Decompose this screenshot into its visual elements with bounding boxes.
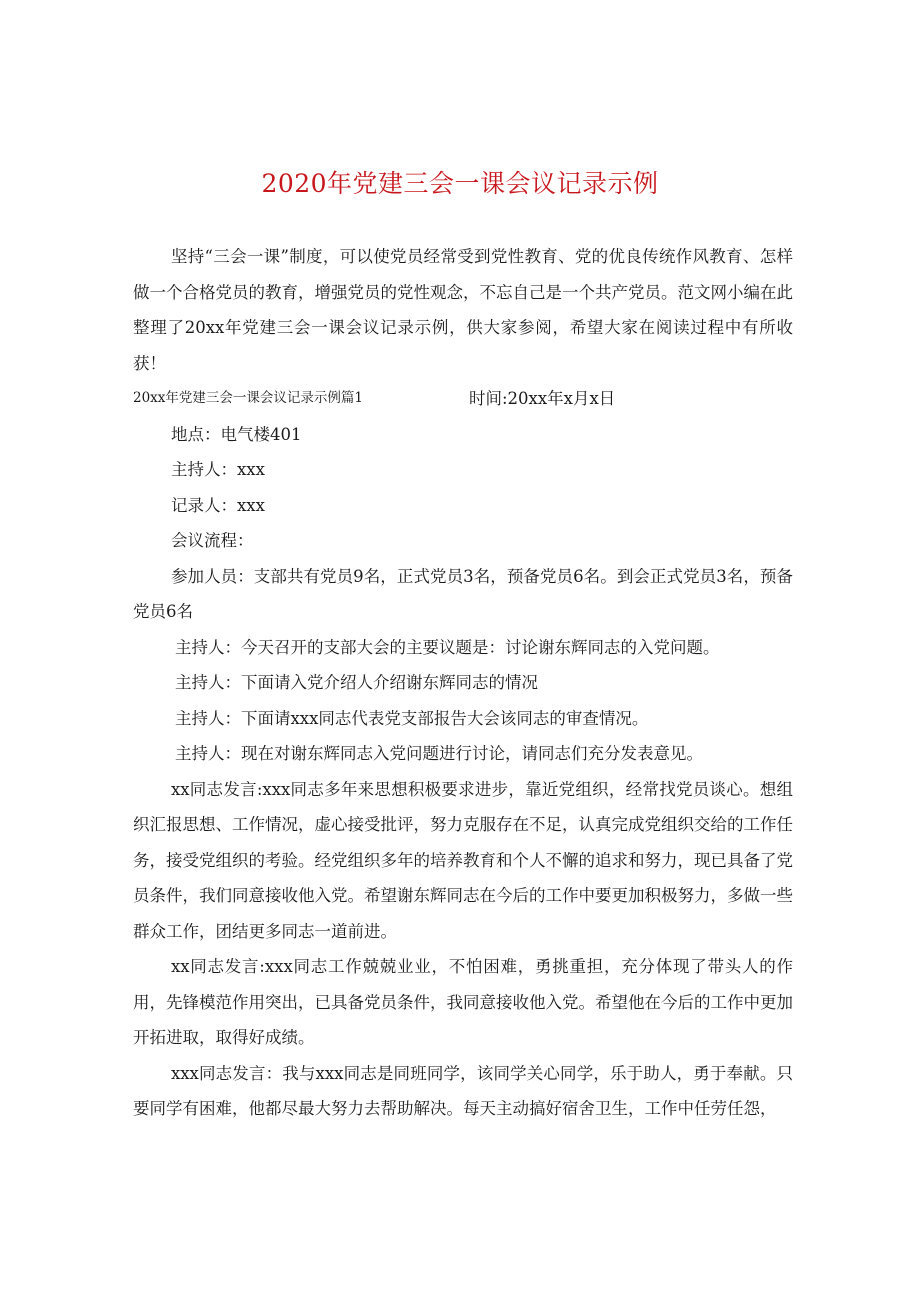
intro-paragraph: 坚持“三会一课”制度，可以使党员经常受到党性教育、党的优良传统作风教育、怎样做一个合格党员的教育，增强党员的党性观念，不忘自己是一个共产党员。范文网小编在此整理了20xx年党建三会一课会议记录示例，供大家参阅，希望大家在阅读过程中有所收获！: [133, 247, 793, 373]
section-heading-row: [133, 381, 793, 417]
meeting-recorder: 记录人：xxx: [171, 495, 265, 515]
host-line-3: 主持人：下面请xxx同志代表党支部报告大会该同志的审查情况。: [175, 708, 649, 728]
host-line-1: 主持人：今天召开的支部大会的主要议题是：讨论谢东辉同志的入党问题。: [175, 637, 720, 657]
document-body: [133, 239, 793, 1127]
meeting-time: 时间:20xx年x月x日: [469, 389, 616, 408]
speech-paragraph-3: xxx同志发言：我与xxx同志是同班同学，该同学关心同学，乐于助人，勇于奉献。只要同学有困难，他都尽最大努力去帮助解决。每天主动搞好宿舍卫生，工作中任劳任怨，: [133, 1063, 793, 1118]
speech-paragraph-1: xx同志发言:xxx同志多年来思想积极要求进步，靠近党组织，经常找党员谈心。想组织汇报思想、工作情况，虚心接受批评，努力克服存在不足，认真完成党组织交给的工作任务，接受党组织的考验。经党组织多年的培养教育和个人不懈的追求和努力，现已具备了党员条件，我们同意接收他入党。希望谢东辉同志在今后的工作中要更加积极努力，多做一些群众工作，团结更多同志一道前进。: [133, 779, 793, 941]
document-title: 2020年党建三会一课会议记录示例: [261, 169, 659, 198]
meeting-host: 主持人：xxx: [171, 460, 265, 479]
meeting-attendees: 参加人员：支部共有党员9名，正式党员3名，预备党员6名。到会正式党员3名，预备党员6名: [133, 566, 793, 621]
host-line-2: 主持人：下面请入党介绍人介绍谢东辉同志的情况: [175, 673, 538, 692]
meeting-process: 会议流程：: [171, 531, 254, 550]
meeting-location: 地点：电气楼401: [171, 424, 302, 444]
host-line-4: 主持人：现在对谢东辉同志入党问题进行讨论，请同志们充分发表意见。: [175, 744, 703, 763]
speech-paragraph-2: xx同志发言:xxx同志工作兢兢业业，不怕困难，勇挑重担，充分体现了带头人的作用，先锋模范作用突出，已具备党员条件，我同意接收他入党。希望他在今后的工作中更加开拓进取，取得好成绩。: [133, 957, 793, 1047]
section-heading: 20xx年党建三会一课会议记录示例篇1: [133, 390, 363, 406]
